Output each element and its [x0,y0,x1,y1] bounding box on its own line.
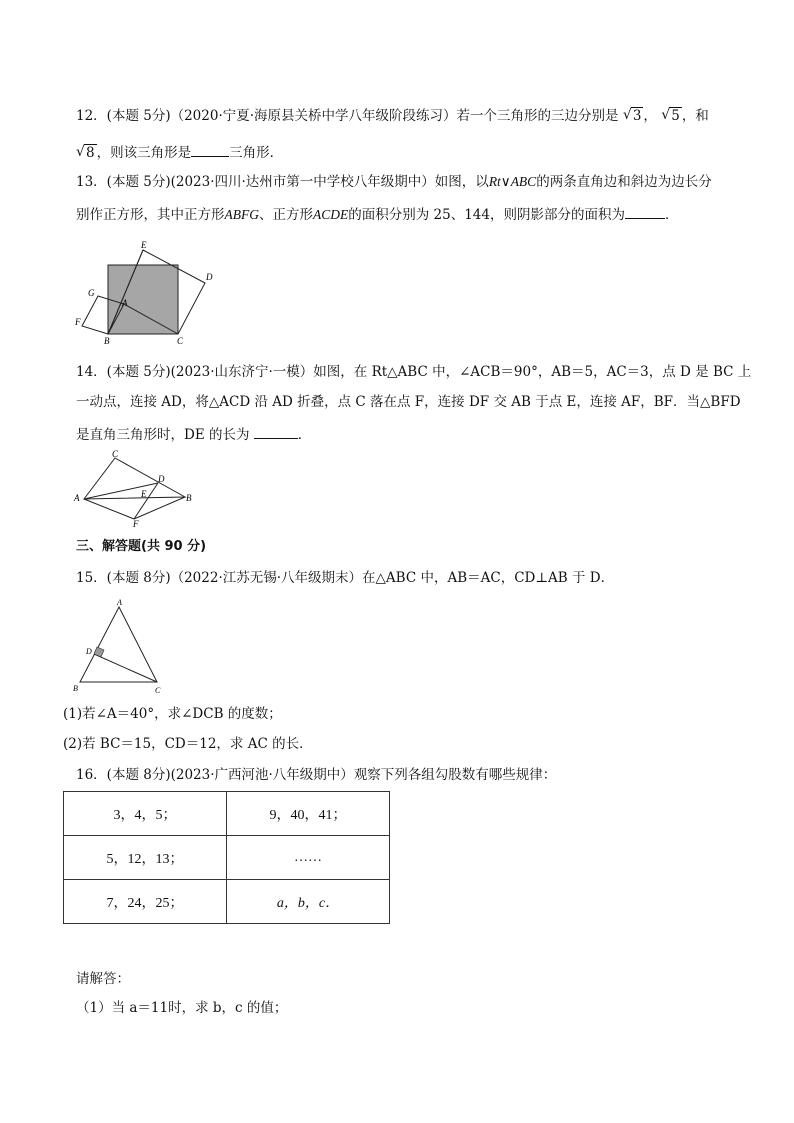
label-e: E [141,489,147,499]
triangle-abc [80,607,157,682]
q16-text: 16．(本题 8分)(2023·广西河池·八年级期中）观察下列各组勾股数有哪些规律： [76,767,557,783]
q12-sep1: ， [643,108,657,124]
table-cell: 3，4，5； [64,792,227,836]
q13-text-b: 的两条直角边和斜边为边长分 [536,174,712,190]
section-heading-text: 三、解答题(共 90 分) [76,539,207,554]
label-b: B [186,493,192,503]
segment-cd [94,654,157,682]
q14-text-2: 一动点，连接 AD，将△ACD 沿 AD 折叠，点 C 落在点 F，连接 DF 交 AB 于点 E，连接 AF，BF．当△BFD [76,394,741,410]
q15-part2 [63,734,313,754]
table-cell: 7，24，25； [64,880,227,924]
q15-text: 15．(本题 8分)（2022·江苏无锡·八年级期末）在△ABC 中，AB＝AC，CD⊥AB 于 D． [76,570,615,586]
segment-af [84,499,134,519]
q12-text: 12．(本题 5分)（2020·宁夏·海原县关桥中学八年级阶段练习）若一个三角形的三边分别是 [76,108,619,124]
table-cell: a，b，c． [227,880,390,924]
q13-text-f: ． [665,207,679,223]
q15-figure [70,596,170,696]
q14-text-4: ． [297,427,312,443]
label-b: B [73,684,78,693]
pythagorean-table [63,791,390,924]
q12-sep2: ，和 [681,108,709,124]
q16-sub1-text: （1）当 a＝11时，求 b，c 的值； [76,1000,288,1016]
label-e: E [141,240,147,250]
label-d: D [158,474,165,484]
sqrt-8: √ 8 [76,144,95,161]
label-a: A [122,298,128,308]
answer-blank[interactable] [625,204,665,219]
triangle-abc [84,458,185,499]
table-cell: …… [227,836,390,880]
label-d: D [86,647,92,656]
label-f: F [75,317,81,327]
q13-figure [70,238,230,348]
label-g: G [88,288,95,298]
right-angle-mark [94,647,104,657]
q12-line2 [76,142,283,163]
q14-figure [70,448,200,530]
q12-tail-a: ，则该三角形是 [96,145,192,161]
radicand-1: 3 [632,108,642,124]
q13-text-c: 别作正方形，其中正方形 [76,207,225,223]
q14-line3 [76,424,311,445]
label-c: C [177,336,184,346]
radicand-3: 8 [86,145,95,161]
table-cell: 5，12，13； [64,836,227,880]
q13-text-e: 的面积分别为 25、144，则阴影部分的面积为 [348,207,625,223]
label-c: C [112,449,119,459]
q15-part1-text: (1)若∠A＝40°，求∠DCB 的度数； [63,706,282,722]
section-heading [76,537,206,557]
q15-part1 [63,704,282,724]
label-a: A [74,493,80,503]
q15-part2-text: (2)若 BC＝15，CD＝12，求 AC 的长． [63,736,313,752]
table-row [64,792,390,836]
q15-line1 [76,568,614,588]
answer-blank[interactable] [191,142,229,157]
table-cell: 9，40，41； [227,792,390,836]
q13-square1: ABFG [224,207,259,222]
q14-text-1: 14．(本题 5分)(2023·山东济宁·一模）如图，在 Rt△ABC 中，∠ACB＝90°，AB＝5，AC＝3，点 D 是 BC 上 [76,364,752,380]
q16-line1 [76,765,556,785]
q16-ask-text: 请解答： [76,971,130,987]
table-row [64,880,390,924]
q13-square2: ACDE [313,207,349,222]
table-row [64,836,390,880]
label-c: C [155,686,161,695]
q13-text-a: 13．(本题 5分)(2023·四川·达州市第一中学校八年级期中）如图，以 [76,174,489,190]
q12-line1 [76,106,709,126]
q14-text-3: 是直角三角形时，DE 的长为 [76,427,250,443]
shaded-square [108,265,178,334]
q16-sub1 [76,998,287,1018]
q13-line1 [76,172,712,192]
segment-ad [84,483,158,499]
label-a: A [117,598,122,607]
q14-line2 [76,392,741,412]
sqrt-3: √ 3 [622,107,642,124]
radicand-2: 5 [671,108,680,124]
q12-tail-b: 三角形． [229,145,284,161]
q13-rt: Rt∨ABC [488,174,537,189]
label-b: B [104,336,110,346]
answer-blank[interactable] [254,424,298,439]
q13-line2 [76,204,679,225]
sqrt-5: √ 5 [661,107,680,124]
q16-ask [76,969,130,989]
q14-line1 [76,362,751,382]
label-f: F [133,519,139,529]
q13-text-d: 、正方形 [259,207,313,223]
label-d: D [206,272,213,282]
